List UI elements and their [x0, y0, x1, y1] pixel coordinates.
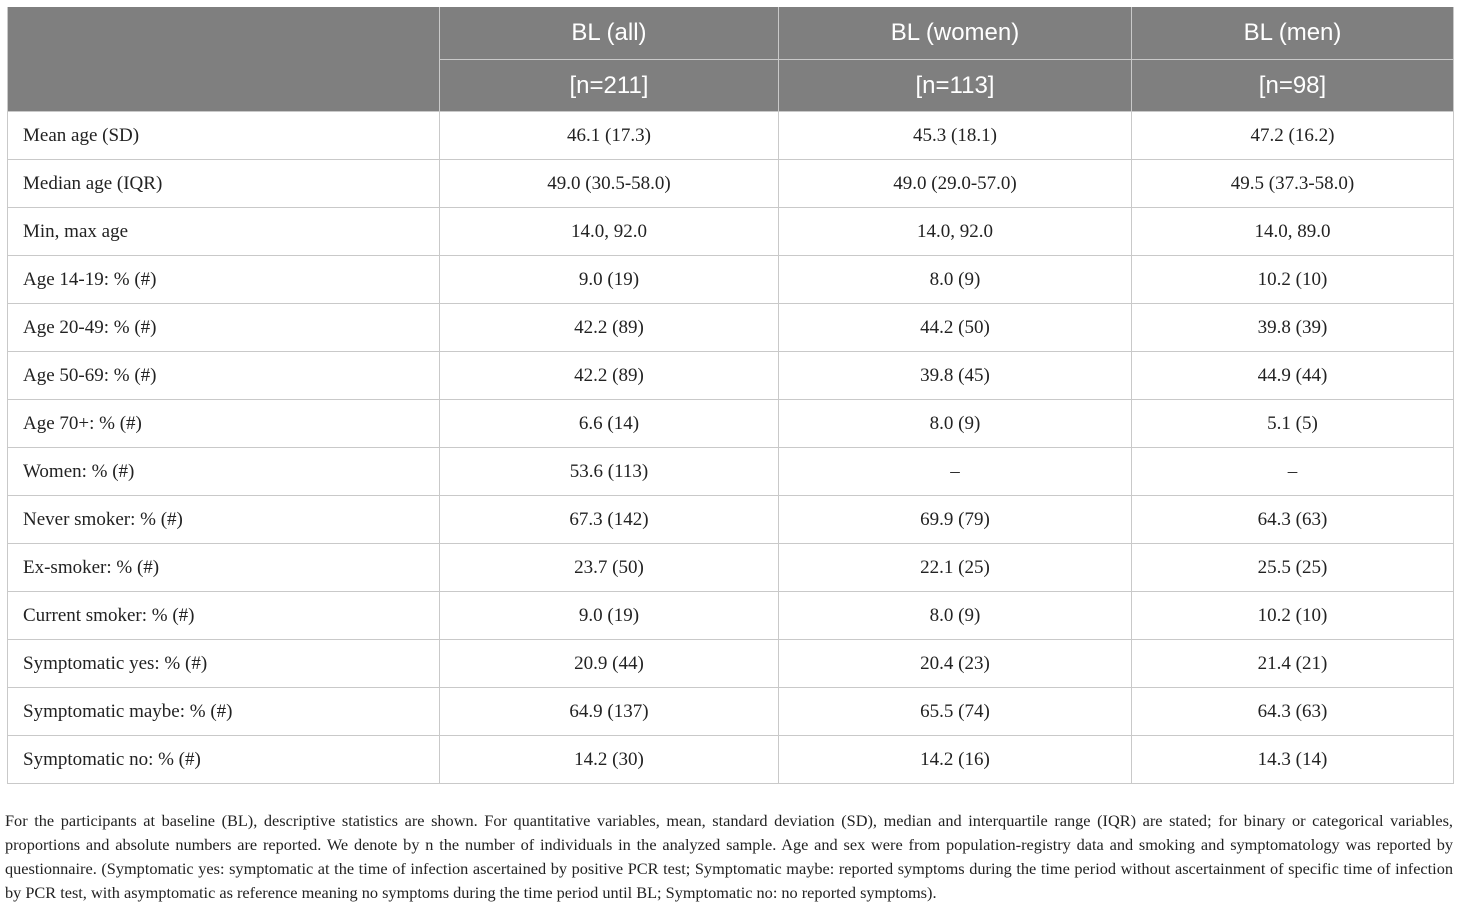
cell-all: 64.9 (137)	[440, 688, 779, 736]
header-bl-all: BL (all)	[440, 7, 779, 60]
row-label: Symptomatic maybe: % (#)	[8, 688, 440, 736]
cell-men: 14.0, 89.0	[1132, 208, 1454, 256]
cell-all: 67.3 (142)	[440, 496, 779, 544]
header-row-titles	[8, 7, 1454, 60]
cell-women: 44.2 (50)	[779, 304, 1132, 352]
row-label: Age 70+: % (#)	[8, 400, 440, 448]
table-row	[8, 640, 1454, 688]
header-n-men: [n=98]	[1132, 60, 1454, 112]
cell-all: 46.1 (17.3)	[440, 112, 779, 160]
baseline-statistics-table-wrapper	[7, 7, 1453, 784]
cell-all: 14.0, 92.0	[440, 208, 779, 256]
header-blank-cell	[8, 7, 440, 60]
cell-men: 39.8 (39)	[1132, 304, 1454, 352]
cell-all: 20.9 (44)	[440, 640, 779, 688]
row-label: Symptomatic yes: % (#)	[8, 640, 440, 688]
baseline-statistics-table	[7, 7, 1454, 784]
header-n-women: [n=113]	[779, 60, 1132, 112]
header-row-counts	[8, 60, 1454, 112]
row-label: Ex-smoker: % (#)	[8, 544, 440, 592]
cell-all: 14.2 (30)	[440, 736, 779, 784]
cell-men: 5.1 (5)	[1132, 400, 1454, 448]
row-label: Current smoker: % (#)	[8, 592, 440, 640]
table-header	[8, 7, 1454, 112]
cell-men: 49.5 (37.3-58.0)	[1132, 160, 1454, 208]
cell-women: 20.4 (23)	[779, 640, 1132, 688]
cell-all: 53.6 (113)	[440, 448, 779, 496]
cell-men: 10.2 (10)	[1132, 592, 1454, 640]
header-bl-men: BL (men)	[1132, 7, 1454, 60]
table-row	[8, 208, 1454, 256]
cell-women: –	[779, 448, 1132, 496]
cell-all: 23.7 (50)	[440, 544, 779, 592]
cell-men: 21.4 (21)	[1132, 640, 1454, 688]
row-label: Age 20-49: % (#)	[8, 304, 440, 352]
cell-women: 8.0 (9)	[779, 592, 1132, 640]
cell-women: 8.0 (9)	[779, 400, 1132, 448]
cell-women: 14.2 (16)	[779, 736, 1132, 784]
cell-men: 10.2 (10)	[1132, 256, 1454, 304]
row-label: Age 50-69: % (#)	[8, 352, 440, 400]
row-label: Never smoker: % (#)	[8, 496, 440, 544]
table-footnote: For the participants at baseline (BL), descriptive statistics are shown. For quantitative variables, mean, standard deviation (SD), median and interquartile range (IQR) are stated; for binary or categorical variables, proportions and absolute numbers are reported. We denote by n the number of individuals in the analyzed sample. Age and sex were from population-registry data and smoking and symptomatology was reported by questionnaire. (Symptomatic yes: symptomatic at the time of infection ascertained by positive PCR test; Symptomatic maybe: reported symptoms during the time period without ascertainment of specific time of infection by PCR test, with asymptomatic as reference meaning no symptoms during the time period until BL; Symptomatic no: no reported symptoms).	[5, 811, 1453, 903]
cell-all: 42.2 (89)	[440, 304, 779, 352]
table-row	[8, 352, 1454, 400]
row-label: Mean age (SD)	[8, 112, 440, 160]
table-row	[8, 304, 1454, 352]
cell-men: 44.9 (44)	[1132, 352, 1454, 400]
row-label: Min, max age	[8, 208, 440, 256]
cell-all: 9.0 (19)	[440, 256, 779, 304]
table-row	[8, 448, 1454, 496]
cell-men: 47.2 (16.2)	[1132, 112, 1454, 160]
cell-all: 9.0 (19)	[440, 592, 779, 640]
table-body	[8, 112, 1454, 784]
table-row	[8, 592, 1454, 640]
cell-men: 25.5 (25)	[1132, 544, 1454, 592]
cell-men: 14.3 (14)	[1132, 736, 1454, 784]
cell-all: 49.0 (30.5-58.0)	[440, 160, 779, 208]
cell-women: 45.3 (18.1)	[779, 112, 1132, 160]
cell-all: 42.2 (89)	[440, 352, 779, 400]
table-row	[8, 256, 1454, 304]
row-label: Women: % (#)	[8, 448, 440, 496]
cell-women: 65.5 (74)	[779, 688, 1132, 736]
cell-men: 64.3 (63)	[1132, 496, 1454, 544]
table-row	[8, 400, 1454, 448]
cell-women: 69.9 (79)	[779, 496, 1132, 544]
table-row	[8, 112, 1454, 160]
table-row	[8, 736, 1454, 784]
row-label: Age 14-19: % (#)	[8, 256, 440, 304]
cell-men: –	[1132, 448, 1454, 496]
cell-all: 6.6 (14)	[440, 400, 779, 448]
cell-women: 8.0 (9)	[779, 256, 1132, 304]
header-bl-women: BL (women)	[779, 7, 1132, 60]
cell-women: 49.0 (29.0-57.0)	[779, 160, 1132, 208]
header-n-all: [n=211]	[440, 60, 779, 112]
cell-women: 39.8 (45)	[779, 352, 1132, 400]
cell-women: 22.1 (25)	[779, 544, 1132, 592]
table-row	[8, 160, 1454, 208]
table-row	[8, 496, 1454, 544]
table-row	[8, 544, 1454, 592]
table-row	[8, 688, 1454, 736]
cell-men: 64.3 (63)	[1132, 688, 1454, 736]
row-label: Median age (IQR)	[8, 160, 440, 208]
header-blank-cell-2	[8, 60, 440, 112]
row-label: Symptomatic no: % (#)	[8, 736, 440, 784]
cell-women: 14.0, 92.0	[779, 208, 1132, 256]
